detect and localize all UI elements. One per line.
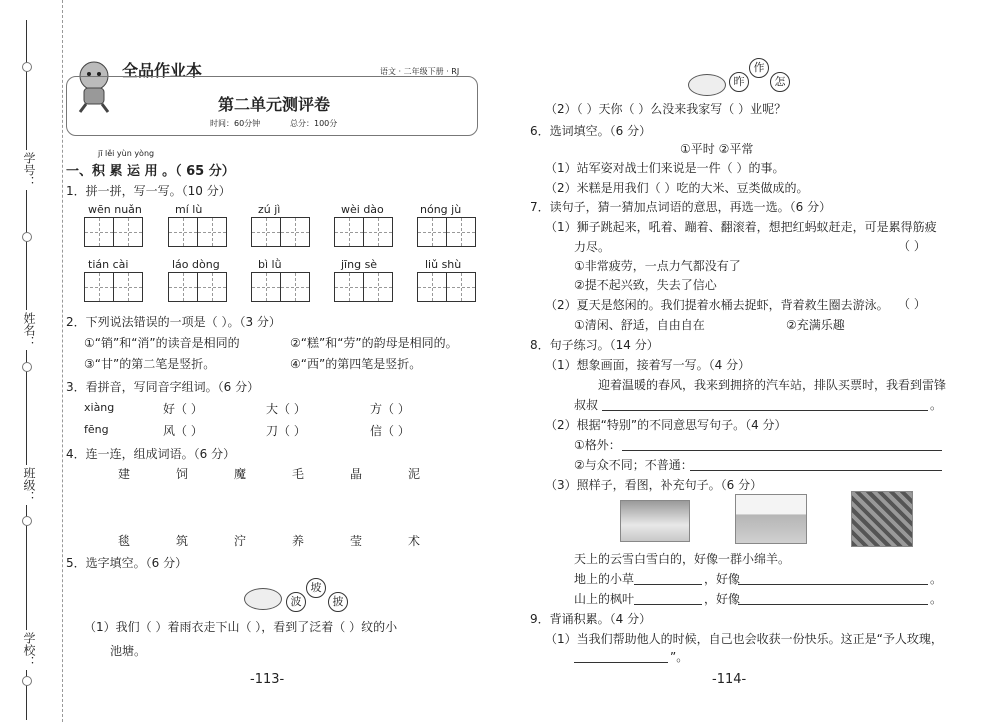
q7-sentence: （2）夏天是悠闲的。我们提着水桶去捉虾，背着救生圈去游泳。 [545,298,889,312]
q3-pinyin: xiàng [84,401,115,414]
q4-char[interactable]: 筑 [176,534,189,548]
q8-title: 8．句子练习。（14 分） [530,338,659,352]
q7-option[interactable]: ①清闲、舒适，自由自在 [574,318,705,332]
q6-options: ①平时 ②平常 [680,142,754,156]
q5-sentence: （2）（ ）天你（ ）么没来我家写（ ）业呢？ [545,102,787,116]
q2-option[interactable]: ②“糕”和“劳”的韵母是相同的。 [290,336,458,350]
writing-cell[interactable] [363,217,393,247]
q8-sub: （1）想象画面，接着写一写。（4 分） [545,358,751,372]
page-number: -113- [250,672,285,687]
answer-line[interactable] [634,584,702,585]
period: 。 [930,592,943,606]
q3-blank[interactable]: 刀（ ） [266,424,306,438]
writing-cell[interactable] [168,272,198,302]
writing-cell[interactable] [417,272,447,302]
q7-option[interactable]: ①非常疲劳，一点力气都没有了 [574,259,741,273]
section-title: 一、积 累 运 用 。（ 65 分） [66,164,235,179]
pinyin-label: jīng sè [341,258,378,271]
answer-line[interactable] [602,410,928,411]
binding-label-name: 姓名： [16,310,38,350]
q6-title: 6．选词填空。（6 分） [530,124,652,138]
writing-cell[interactable] [84,217,114,247]
grassland-picture [735,494,807,544]
q3-blank[interactable]: 风（ ） [163,424,203,438]
q3-blank[interactable]: 方（ ） [370,402,410,416]
choice-bubble: 披 [328,592,348,612]
pinyin-label: bì lǜ [258,258,282,271]
writing-cell[interactable] [446,217,476,247]
period: 。 [930,572,943,586]
writing-cell[interactable] [334,272,364,302]
q6-sentence: （1）站军姿对战士们来说是一件（ ）的事。 [545,161,785,175]
time-limit: 时间：60分钟 [210,119,261,128]
answer-line[interactable] [622,450,942,451]
writing-cell[interactable] [417,217,447,247]
q8-example: 天上的云雪白雪白的，好像一群小绵羊。 [574,552,791,566]
q9-title: 9．背诵积累。（4 分） [530,612,652,626]
choice-bubble: 坡 [306,578,326,598]
q7-option[interactable]: ②提不起兴致，失去了信心 [574,278,717,292]
writing-cell[interactable] [280,217,310,247]
q1-title: 1．拼一拼，写一写。（10 分） [66,184,231,198]
q9-end: ”。 [670,650,689,664]
q4-title: 4．连一连，组成词语。（6 分） [66,447,236,461]
q7-title: 7．读句子，猜一猜加点词语的意思，再选一选。（6 分） [530,200,832,214]
writing-cell[interactable] [280,272,310,302]
answer-blank[interactable]: （ ） [898,297,926,311]
q3-pinyin: fēng [84,423,109,436]
choice-bubble: 作 [749,58,769,78]
q8-text: 迎着温暖的春风，我来到拥挤的汽车站，排队买票时，我看到雷锋 [598,378,947,392]
q9-sentence: （1）当我们帮助他人的时候，自己也会收获一份快乐。这正是“予人玫瑰， [545,632,943,646]
q6-sentence: （2）米糕是用我们（ ）吃的大米、豆类做成的。 [545,181,809,195]
q4-char[interactable]: 毯 [118,534,131,548]
q5-title: 5．选字填空。（6 分） [66,556,188,570]
q3-title: 3．看拼音，写同音字组词。（6 分） [66,380,260,394]
choice-bubble: 昨 [729,72,749,92]
pinyin-label: wèi dào [341,203,384,216]
q8-text: 叔叔 [574,398,599,412]
q8-text: 地上的小草 [574,572,635,586]
q5-sentence: （1）我们（ ）着雨衣走下山（ ），看到了泛着（ ）纹的小 [84,620,398,634]
q3-blank[interactable]: 好（ ） [163,402,203,416]
pinyin-label: tián cài [88,258,129,271]
cloud-picture [620,500,690,542]
writing-cell[interactable] [113,272,143,302]
fish-icon [244,588,282,610]
writing-cell[interactable] [113,217,143,247]
q4-char[interactable]: 毛 [292,467,305,481]
pinyin-label: liǔ shù [425,258,462,271]
answer-line[interactable] [738,584,928,585]
binding-strip [0,0,63,722]
q4-char[interactable]: 养 [292,534,305,548]
binding-label-school: 学校： [16,630,38,670]
q8-text: ，好像 [704,592,741,606]
q4-char[interactable]: 泥 [408,467,421,481]
answer-line[interactable] [574,662,668,663]
q8-sub: （3）照样子，看图，补充句子。（6 分） [545,478,763,492]
period: 。 [930,398,943,412]
q3-blank[interactable]: 信（ ） [370,424,410,438]
q2-title: 2．下列说法错误的一项是（ ）。（3 分） [66,315,281,329]
binding-hole [22,676,32,686]
pinyin-label: mí lù [175,203,203,216]
binding-hole [22,362,32,372]
q4-char[interactable]: 建 [118,467,131,481]
q3-blank[interactable]: 大（ ） [266,402,306,416]
answer-line[interactable] [690,470,942,471]
q2-option[interactable]: ③“甘”的第二笔是竖折。 [84,357,216,371]
binding-label-student-id: 学号： [16,150,38,190]
q2-option[interactable]: ④“西”的第四笔是竖折。 [290,357,422,371]
pinyin-label: láo dòng [172,258,220,271]
writing-cell[interactable] [84,272,114,302]
page-number: -114- [712,672,747,687]
writing-cell[interactable] [251,217,281,247]
total-score: 总分：100分 [290,119,338,128]
choice-bubble: 波 [286,592,306,612]
pinyin-label: nóng jù [420,203,462,216]
pinyin-label: wēn nuǎn [88,203,142,216]
q7-sentence: 力尽。 [574,240,611,254]
q4-char[interactable]: 术 [408,534,421,548]
writing-cell[interactable] [197,217,227,247]
pinyin-label: zú jì [258,203,281,216]
q4-char[interactable]: 泞 [234,534,247,548]
binding-hole [22,62,32,72]
page-title: 第二单元测评卷 [218,95,331,114]
q4-char[interactable]: 莹 [350,534,363,548]
q7-option[interactable]: ②充满乐趣 [786,318,845,332]
q4-char[interactable]: 魔 [234,467,247,481]
writing-cell[interactable] [334,217,364,247]
section-pinyin: jī lěi yùn yòng [98,149,155,158]
q7-sentence: （1）狮子跳起来，吼着、蹦着、翻滚着，想把红蚂蚁赶走，可是累得筋疲 [545,220,937,234]
writing-cell[interactable] [168,217,198,247]
answer-blank[interactable]: （ ） [898,239,926,253]
binding-label-class: 班级： [16,465,38,505]
fish-icon [688,74,726,96]
q8-text: ①格外： [574,438,621,452]
writing-cell[interactable] [251,272,281,302]
writing-cell[interactable] [446,272,476,302]
binding-hole [22,232,32,242]
answer-line[interactable] [738,604,928,605]
q5-sentence: 池塘。 [110,644,147,658]
logo-text: 全品作业本 [122,61,203,80]
q8-text: ②与众不同；不普通： [574,458,693,472]
choice-bubble: 怎 [770,72,790,92]
q4-char[interactable]: 饲 [176,467,189,481]
answer-line[interactable] [634,604,702,605]
binding-hole [22,516,32,526]
writing-cell[interactable] [197,272,227,302]
subject-label: 语文 · 二年级下册 · RJ [380,67,460,76]
q8-text: ，好像 [704,572,741,586]
maple-leaf-picture [851,491,913,547]
q8-sub: （2）根据“特别”的不同意思写句子。（4 分） [545,418,787,432]
q4-char[interactable]: 晶 [350,467,363,481]
q8-text: 山上的枫叶 [574,592,635,606]
writing-cell[interactable] [363,272,393,302]
q2-option[interactable]: ①“销”和“消”的读音是相同的 [84,336,240,350]
